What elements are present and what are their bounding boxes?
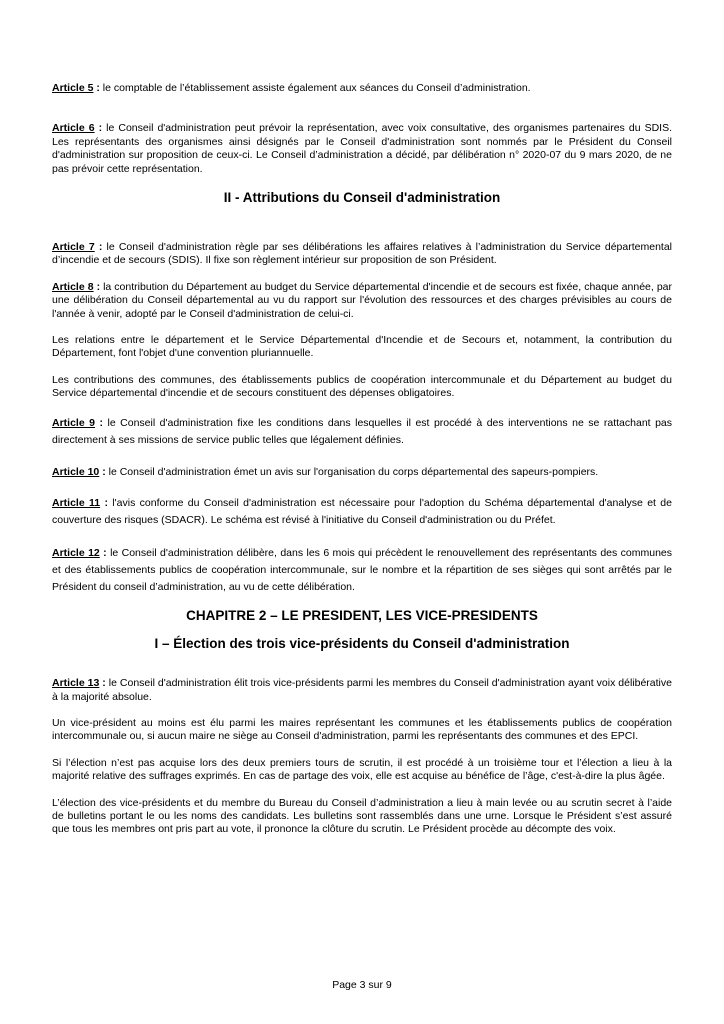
article-text: le Conseil d'administration fixe les conditions dans lesquelles il est procédé à des interventions ne se rattachant pas directement à ses missions de service public telles que légalement définies. — [52, 416, 672, 446]
article-label: Article 9 — [52, 416, 96, 429]
article-paragraph — [52, 415, 672, 449]
article-separator: : — [100, 497, 108, 510]
body-paragraph: Un vice-président au moins est élu parmi les maires représentant les communes et les établissements publics de coopération intercommunale ou, si aucun maire ne siège au Conseil d'administration, parmi les représentants des communes et des EPCI. — [52, 716, 672, 743]
section-heading: I – Élection des trois vice-présidents du Conseil d'administration — [154, 636, 570, 652]
article-separator: : — [93, 82, 100, 94]
article-label: Article 8 — [52, 280, 94, 293]
article-label: Article 11 — [52, 497, 101, 510]
article-label: Article 5 — [52, 82, 94, 94]
article-text: le comptable de l’établissement assiste également aux séances du Conseil d’administration. — [99, 82, 531, 94]
article-paragraph — [52, 241, 672, 268]
article-paragraph — [52, 677, 672, 704]
article-text: le Conseil d'administration règle par ses délibérations les affaires relatives à l’administration du Service départemental d’incendie et de secours (SDIS). Il fixe son règlement intérieur sur proposition de son Président. — [52, 241, 673, 267]
article-label: Article 13 — [52, 677, 100, 690]
article-text: l'avis conforme du Conseil d'administration est nécessaire pour l'adoption du Schéma départemental d'analyse et de couverture des risques (SDACR). Le schéma est révisé à l'initiative du Conseil d'administration ou du Préfet. — [52, 497, 672, 527]
article-text: la contribution du Département au budget du Service départemental d'incendie et de secours est fixée, chaque année, par une délibération du Conseil départemental au vu du rapport sur l'évolution des ressources et des charges prévisibles au cours de l'année à venir, adopté par le Conseil d'administration de celui-ci. — [52, 280, 672, 320]
page-content — [52, 82, 672, 837]
section-heading: CHAPITRE 2 – LE PRESIDENT, LES VICE-PRESIDENTS — [186, 608, 538, 624]
article-separator: : — [99, 677, 106, 690]
body-paragraph: L’élection des vice-présidents et du membre du Bureau du Conseil d’administration a lieu à main levée ou au scrutin secret à l’aide de bulletins portant le ou les noms des candidats. Les bulletins sont rassemblés dans une urne. Lorsque le Président s’est assuré que tous les membres ont pris part au vote, il prononce la clôture du scrutin. Le Président procède au décompte des voix. — [52, 796, 672, 836]
article-paragraph — [52, 122, 672, 176]
article-separator: : — [93, 280, 101, 293]
article-text: le Conseil d'administration délibère, dans les 6 mois qui précèdent le renouvellement des représentants des communes et des établissements publics de coopération intercommunale, sur le nombre et la répartition de ses sièges qui sont arrêtés par le Président du conseil d’administration, au vu de cette délibération. — [52, 547, 672, 594]
article-label: Article 12 — [52, 547, 100, 560]
body-paragraph: Les relations entre le département et le Service Départemental d'Incendie et de Secours et, notamment, la contribution du Département, font l'objet d'une convention pluriannuelle. — [52, 334, 672, 360]
article-label: Article 7 — [52, 241, 95, 254]
article-label: Article 6 — [52, 122, 95, 135]
article-paragraph — [52, 281, 672, 321]
article-separator: : — [94, 122, 103, 135]
page-footer: Page 3 sur 9 — [332, 979, 392, 991]
article-separator: : — [99, 465, 106, 478]
article-separator: : — [94, 241, 103, 254]
article-text: le Conseil d'administration émet un avis sur l'organisation du corps départemental des sapeurs-pompiers. — [105, 465, 599, 478]
article-label: Article 10 — [52, 465, 100, 478]
article-text: le Conseil d'administration peut prévoir la représentation, avec voix consultative, des organismes partenaires du SDIS. Les représentants des organismes ainsi désignés par le Conseil d'administration sont nommés par le Président du Conseil d'administration sur proposition de ceux-ci. Le Conseil d’administration a décidé, par délibération n° 2020-07 du 9 mars 2020, de ne pas prévoir cette représentation. — [52, 122, 672, 175]
article-paragraph — [52, 466, 672, 479]
article-paragraph — [52, 495, 672, 529]
article-text: le Conseil d'administration élit trois vice-présidents parmi les membres du Conseil d'administration ayant voix délibérative à la majorité absolue. — [52, 677, 672, 703]
body-paragraph: Si l’élection n’est pas acquise lors des deux premiers tours de scrutin, il est procédé à un troisième tour et l’élection a lieu à la majorité relative des suffrages exprimés. En cas de partage des voix, elle est acquise au bénéfice de l’âge, c'est-à-dire la plus âgée. — [52, 756, 672, 783]
article-paragraph — [52, 82, 672, 95]
article-separator: : — [99, 547, 107, 560]
article-paragraph — [52, 545, 672, 596]
article-separator: : — [95, 416, 103, 429]
body-paragraph: Les contributions des communes, des établissements publics de coopération intercommunale et du Département au budget du Service départemental d'incendie et de secours constituent des dépenses obligatoires. — [52, 373, 672, 400]
section-heading: II - Attributions du Conseil d'administration — [223, 190, 501, 206]
